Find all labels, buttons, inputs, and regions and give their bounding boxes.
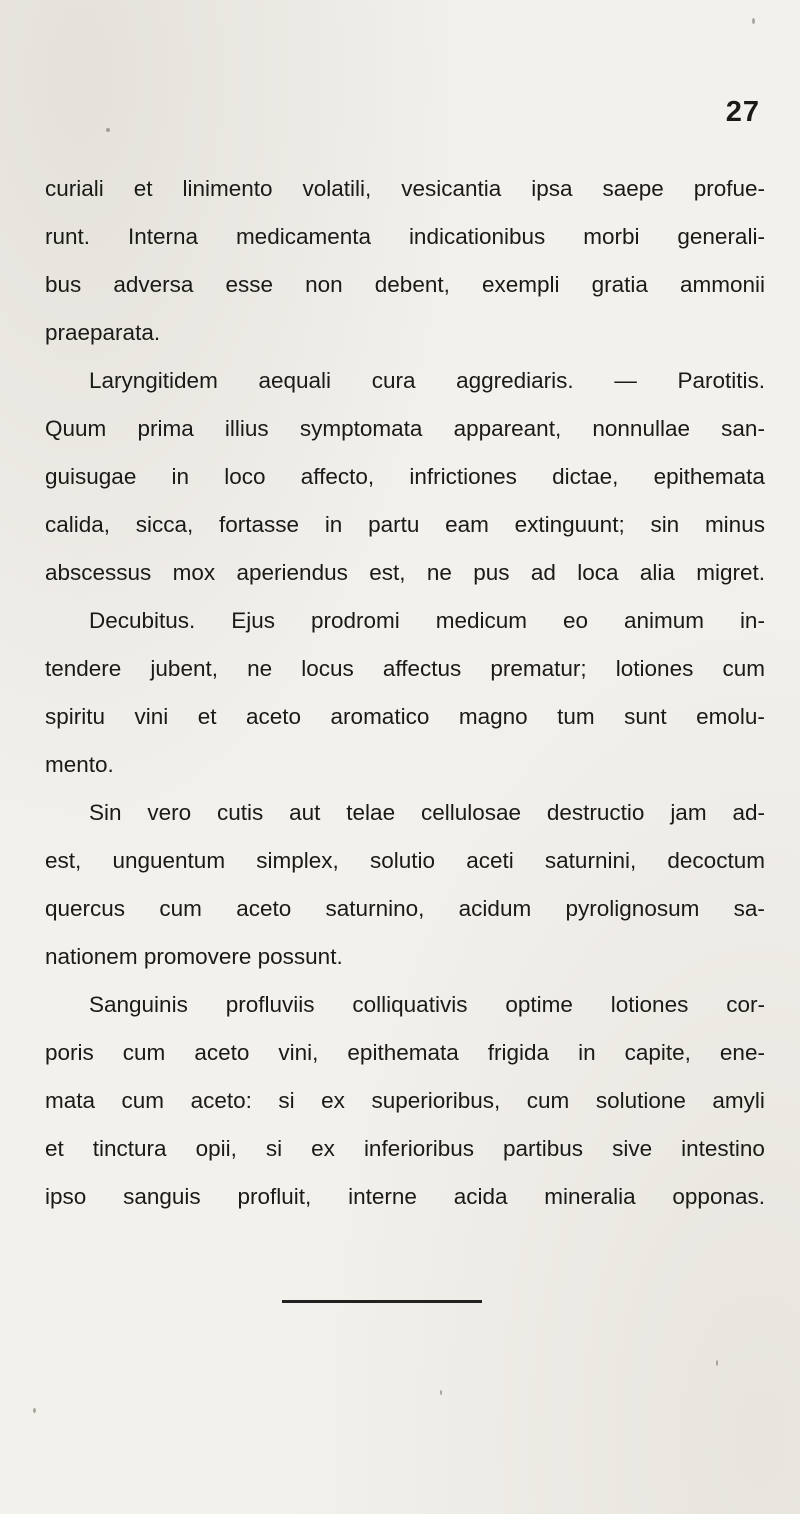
word: Sin [89,800,122,825]
word: colliquativis [352,992,468,1017]
word: vini, [278,1040,319,1065]
word: praeparata. [45,320,161,345]
word: aromatico [330,704,430,729]
word: aut [289,800,321,825]
word: nationem [45,944,138,969]
word: partu [368,512,420,537]
word: aceto [236,896,292,921]
text-line [45,741,765,789]
end-rule [282,1300,482,1303]
text-line [45,693,765,741]
scan-speck [106,128,110,132]
word: — [614,368,637,393]
word: solutio [369,848,436,873]
word: Sanguinis [89,992,188,1017]
word: sive [612,1136,653,1161]
body-text [45,165,765,1221]
word: ipso [45,1184,87,1209]
word: ne [247,656,273,681]
word: saturnino, [325,896,425,921]
word: epithemata [653,464,765,489]
word: bus [45,272,82,297]
word: calida, [45,512,111,537]
word: profluit, [237,1184,312,1209]
word: in- [739,608,765,633]
word: Decubitus. [89,608,196,633]
text-line [45,1125,765,1173]
word: affecto, [300,464,375,489]
word: mento. [45,752,114,777]
page-number: 27 [725,96,760,128]
text-line [45,597,765,645]
text-line [45,837,765,885]
word: alia [639,560,675,585]
word: et [133,176,153,201]
word: sunt [624,704,667,729]
word: vini [134,704,169,729]
word: mox [172,560,216,585]
text-line [45,405,765,453]
word: curiali [45,176,104,201]
word: tum [557,704,595,729]
text-line [45,789,765,837]
text-line [45,165,765,213]
word: ne [426,560,452,585]
text-line [45,453,765,501]
word: vesicantia [401,176,502,201]
word: aperiendus [236,560,348,585]
scan-speck [716,1360,718,1366]
word: linimento [182,176,273,201]
word: Interna [127,224,199,249]
word: simplex, [256,848,339,873]
word: debent, [374,272,450,297]
word: sa- [733,896,765,921]
word: extinguunt; [514,512,625,537]
word: cura [371,368,416,393]
word: si [265,1136,283,1161]
word: mineralia [544,1184,636,1209]
word: vero [147,800,192,825]
word: in [171,464,190,489]
word: Laryngitidem [89,368,218,393]
word: magno [458,704,528,729]
word: optime [505,992,573,1017]
word: aceto [246,704,302,729]
word: inferioribus [363,1136,474,1161]
word: medicum [435,608,528,633]
word: aceti [466,848,514,873]
word: emolu- [696,704,765,729]
word: sin [650,512,680,537]
word: Parotitis. [677,368,765,393]
word: dictae, [552,464,619,489]
word: possunt. [257,944,343,969]
word: cellulosae [420,800,522,825]
word: ammonii [679,272,765,297]
word: jam [670,800,707,825]
scan-speck [752,18,755,24]
word: et [197,704,217,729]
text-line [45,645,765,693]
word: morbi [583,224,640,249]
word: fortasse [219,512,300,537]
word: animum [623,608,704,633]
word: promovere [143,944,252,969]
word: solutione [595,1088,686,1113]
word: est, [45,848,82,873]
word: loca [577,560,619,585]
word: aceto: [190,1088,252,1113]
word: infrictiones [409,464,517,489]
word: exempli [481,272,560,297]
word: locus [301,656,354,681]
text-line [45,933,765,981]
word: affectus [382,656,462,681]
word: tinctura [92,1136,167,1161]
word: aceto [194,1040,250,1065]
word: destructio [546,800,645,825]
word: eo [562,608,588,633]
word: Ejus [231,608,276,633]
word: acida [453,1184,508,1209]
word: capite, [624,1040,691,1065]
text-line [45,885,765,933]
word: sanguis [123,1184,201,1209]
word: generali- [677,224,765,249]
word: cor- [726,992,765,1017]
word: opponas. [672,1184,765,1209]
word: mata [45,1088,96,1113]
word: opii, [195,1136,237,1161]
word: prodromi [311,608,400,633]
word: prima [137,416,194,441]
scan-speck [33,1408,36,1413]
text-line [45,501,765,549]
word: superioribus, [371,1088,501,1113]
word: prematur; [490,656,587,681]
word: aequali [258,368,332,393]
text-line [45,1173,765,1221]
word: lotiones [610,992,689,1017]
word: abscessus [45,560,152,585]
text-line [45,1077,765,1125]
word: amyli [712,1088,765,1113]
text-line [45,549,765,597]
word: ad [530,560,556,585]
word: ipsa [531,176,573,201]
word: cum [121,1088,165,1113]
word: saturnini, [544,848,637,873]
word: ad- [732,800,765,825]
word: cum [122,1040,166,1065]
word: lotiones [615,656,694,681]
word: frigida [487,1040,550,1065]
text-line [45,309,765,357]
word: pyrolignosum [565,896,700,921]
word: in [324,512,343,537]
word: decoctum [667,848,765,873]
word: profluviis [225,992,315,1017]
word: quercus [45,896,126,921]
word: sicca, [135,512,194,537]
word: poris [45,1040,94,1065]
word: gratia [591,272,648,297]
word: epithemata [347,1040,459,1065]
word: cum [722,656,765,681]
word: nonnullae [592,416,690,441]
word: cum [159,896,202,921]
text-line [45,981,765,1029]
word: ex [311,1136,335,1161]
word: adversa [113,272,194,297]
word: est, [369,560,406,585]
word: jubent, [150,656,218,681]
word: acidum [458,896,532,921]
text-line [45,213,765,261]
word: appareant, [453,416,562,441]
word: volatili, [302,176,372,201]
word: interne [348,1184,417,1209]
word: esse [225,272,274,297]
word: non [305,272,343,297]
word: indicationibus [408,224,546,249]
word: spiritu [45,704,106,729]
word: partibus [503,1136,584,1161]
word: profue- [693,176,765,201]
scan-speck [440,1390,442,1395]
word: runt. [45,224,91,249]
word: unguentum [112,848,226,873]
word: Quum [45,416,107,441]
word: cutis [217,800,264,825]
word: medicamenta [235,224,372,249]
word: san- [721,416,765,441]
word: loco [224,464,266,489]
word: saepe [602,176,664,201]
word: ex [321,1088,345,1113]
word: si [278,1088,295,1113]
word: telae [346,800,396,825]
text-line [45,357,765,405]
word: et [45,1136,64,1161]
word: aggrediaris. [456,368,574,393]
word: migret. [696,560,765,585]
word: minus [704,512,765,537]
word: intestino [681,1136,765,1161]
word: guisugae [45,464,137,489]
word: pus [473,560,510,585]
text-line [45,1029,765,1077]
word: cum [526,1088,570,1113]
word: symptomata [299,416,423,441]
word: eam [445,512,489,537]
word: tendere [45,656,122,681]
word: in [578,1040,596,1065]
text-line [45,261,765,309]
word: ene- [719,1040,765,1065]
word: illius [224,416,269,441]
